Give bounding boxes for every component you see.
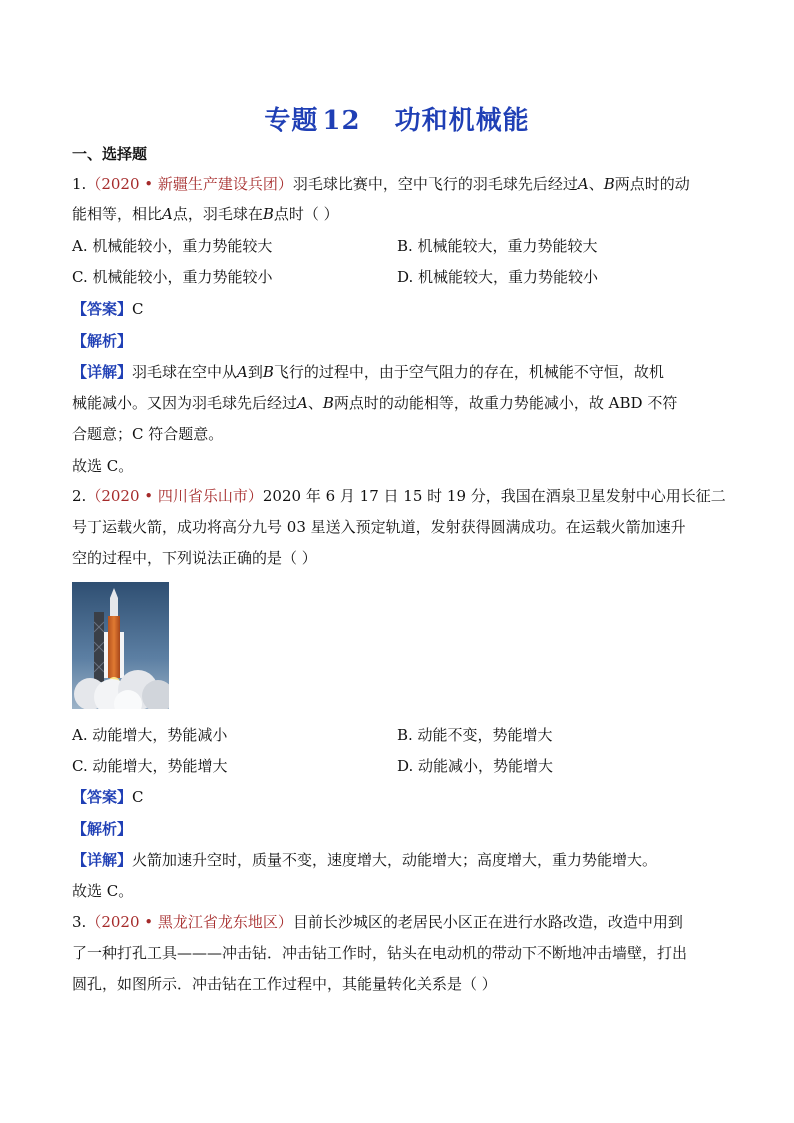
detail-tag: 【详解】 (72, 851, 133, 869)
q1-source: （2020 • 新疆生产建设兵团） (86, 175, 293, 193)
var-b: B (262, 205, 274, 223)
q1-d1a: 羽毛球在空中从 (132, 363, 238, 381)
q1-analysis-tag-2: 【解析】 (72, 332, 133, 350)
q3-stem-line3: 圆孔，如图所示．冲击钻在工作过程中，其能量转化关系是（ ） (72, 975, 497, 993)
q1-answer (72, 298, 144, 320)
answer-value: C (132, 788, 144, 806)
q1-final: 故选 C。 (72, 457, 134, 475)
var-b: B (322, 394, 334, 412)
page-title (0, 100, 794, 137)
q1-stem1b: 、 (588, 175, 604, 193)
q2-answer (72, 786, 144, 808)
q1-detail-line3: 合题意；C 符合题意。 (72, 425, 224, 443)
q2-option-c: C. 动能增大，势能增大 (72, 757, 228, 775)
title-name: 功和机械能 (394, 106, 530, 136)
q1-d2b: 、 (307, 394, 323, 412)
rocket-launch-image (72, 582, 169, 709)
q2-option-d: D. 动能减小，势能增大 (397, 757, 554, 775)
detail-tag: 【详解】 (72, 363, 133, 381)
q1-d1c: 飞行的过程中，由于空气阻力的存在，机械能不守恒，故机 (273, 363, 664, 381)
answer-tag: 【答案】 (72, 300, 133, 318)
q1-option-b: B. 机械能较大，重力势能较大 (397, 237, 598, 255)
var-a: A (297, 394, 308, 412)
var-b: B (262, 363, 274, 381)
q1-detail-line1 (72, 361, 664, 383)
q3-number: 3. (72, 913, 87, 931)
title-number: 12 (322, 106, 361, 136)
q1-d2a: 械能减小。又因为羽毛球先后经过 (72, 394, 298, 412)
q2-detail (72, 849, 657, 871)
q1-stem-line2 (72, 203, 339, 225)
q1-option-c: C. 机械能较小，重力势能较小 (72, 268, 273, 286)
var-a: A (237, 363, 248, 381)
var-a: A (577, 175, 589, 193)
q1-stem1c: 两点时的动 (614, 175, 690, 193)
q2-stem-line3: 空的过程中，下列说法正确的是（ ） (72, 549, 317, 567)
section-heading: 一、选择题 (72, 145, 148, 163)
q1-analysis-tag (72, 330, 132, 352)
q1-detail-line2 (72, 392, 677, 414)
q2-final: 故选 C。 (72, 882, 134, 900)
q3-source: （2020 • 黑龙江省龙东地区） (86, 913, 293, 931)
q2-number: 2. (72, 487, 87, 505)
q3-stem1: 目前长沙城区的老居民小区正在进行水路改造，改造中用到 (292, 913, 683, 931)
title-topic: 专题 (264, 106, 319, 136)
answer-tag: 【答案】 (72, 788, 133, 806)
var-a: A (162, 205, 173, 223)
q1-d2c: 两点时的动能相等，故重力势能减小，故 ABD 不符 (333, 394, 678, 412)
q2-source: （2020 • 四川省乐山市） (86, 487, 263, 505)
q1-d1b: 到 (247, 363, 263, 381)
q2-stem1: 2020 年 6 月 17 日 15 时 19 分，我国在酒泉卫星发射中心用长征二 (262, 487, 726, 505)
q2-analysis-tag (72, 818, 132, 840)
q1-stem2a: 能相等，相比 (72, 205, 163, 223)
q2-detail-2: 火箭加速升空时，质量不变，速度增大，动能增大；高度增大，重力势能增大。 (132, 851, 658, 869)
rocket-launch-illustration (72, 582, 169, 709)
q2-stem-line1 (72, 485, 726, 507)
q1-stem1: 羽毛球比赛中，空中飞行的羽毛球先后经过 (292, 175, 578, 193)
q2-option-b: B. 动能不变，势能增大 (397, 726, 553, 744)
q1-option-a: A. 机械能较小，重力势能较大 (72, 237, 273, 255)
var-b: B (603, 175, 615, 193)
q3-stem-line1 (72, 911, 683, 933)
q1-stem2c: 点时（ ） (273, 205, 339, 223)
q3-stem-line2: 了一种打孔工具———冲击钻．冲击钻工作时，钻头在电动机的带动下不断地冲击墙壁，打出 (72, 944, 688, 962)
q1-option-d: D. 机械能较大，重力势能较小 (397, 268, 599, 286)
q2-analysis-tag-2: 【解析】 (72, 820, 133, 838)
q1-stem-line1 (72, 173, 690, 195)
q1-number: 1. (72, 175, 87, 193)
answer-value: C (132, 300, 144, 318)
q2-stem-line2: 号丁运载火箭，成功将高分九号 03 星送入预定轨道，发射获得圆满成功。在运载火箭加速升 (72, 518, 686, 536)
q1-stem2b: 点，羽毛球在 (172, 205, 263, 223)
q2-option-a: A. 动能增大，势能减小 (72, 726, 228, 744)
